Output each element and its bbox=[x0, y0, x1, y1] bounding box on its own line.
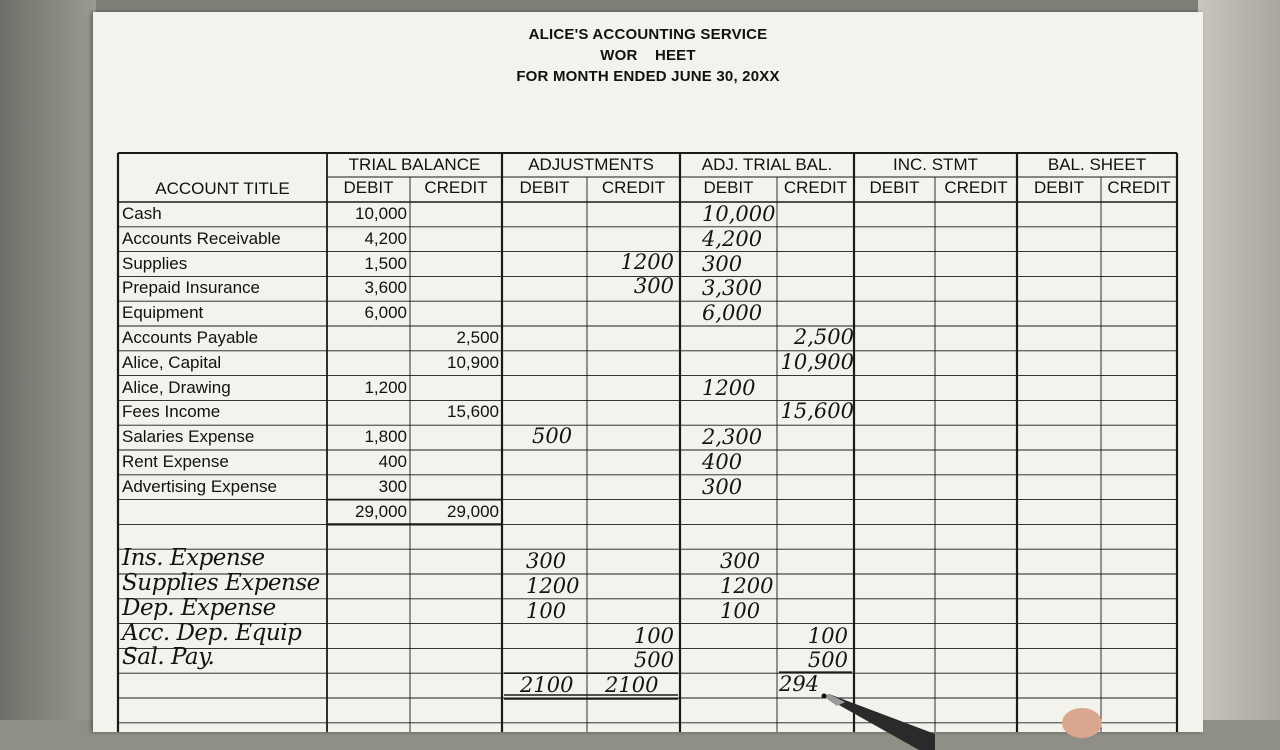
adj-trial-credit-handwritten: 10,900 bbox=[780, 349, 854, 374]
adjustment-credit-total: 2100 bbox=[605, 673, 659, 698]
hand-thumb bbox=[1062, 708, 1102, 738]
adj-trial-debit-handwritten: 1200 bbox=[720, 574, 774, 598]
adj-trial-credit-handwritten: 2,500 bbox=[793, 325, 854, 349]
adj-trial-credit-handwritten: 500 bbox=[807, 648, 848, 673]
account-title-cell: Accounts Receivable bbox=[122, 228, 281, 248]
added-account-handwritten: Dep. Expense bbox=[122, 594, 276, 621]
adj-trial-debit-handwritten: 300 bbox=[702, 251, 743, 276]
adjustment-debit-handwritten: 300 bbox=[526, 549, 567, 574]
trial-debit-cell: 10,000 bbox=[355, 204, 407, 223]
company-name: ALICE'S ACCOUNTING SERVICE bbox=[528, 26, 768, 43]
adj-trial-debit-handwritten: 300 bbox=[702, 474, 743, 499]
worksheet-paper bbox=[93, 12, 1203, 732]
adjustment-debit-total: 2100 bbox=[520, 673, 574, 698]
balance-sheet-header: BAL. SHEET bbox=[1047, 155, 1147, 174]
period-line: FOR MONTH ENDED JUNE 30, 20XX bbox=[516, 68, 780, 85]
adj-trial-debit-handwritten: 2,300 bbox=[702, 425, 763, 450]
debit-column-header: DEBIT bbox=[1033, 178, 1085, 197]
backdrop-right bbox=[1198, 0, 1280, 720]
trial-debit-cell: 4,200 bbox=[364, 228, 407, 248]
adj-trial-debit-handwritten: 100 bbox=[720, 598, 761, 623]
account-title-cell: Prepaid Insurance bbox=[122, 278, 260, 298]
adjustment-credit-handwritten: 100 bbox=[633, 623, 674, 648]
adjustment-debit-handwritten: 1200 bbox=[526, 574, 580, 598]
debit-column-header: DEBIT bbox=[703, 178, 754, 197]
trial-debit-cell: 300 bbox=[378, 476, 407, 496]
credit-column-header: CREDIT bbox=[424, 178, 488, 197]
account-title-cell: Rent Expense bbox=[122, 452, 229, 471]
adjustment-credit-handwritten: 1200 bbox=[620, 249, 674, 274]
worksheet-title: WOR HEET bbox=[600, 47, 696, 64]
trial-debit-total: 29,000 bbox=[355, 501, 407, 521]
adj-trial-credit-handwritten: 100 bbox=[807, 623, 848, 648]
trial-debit-cell: 1,200 bbox=[364, 377, 407, 397]
account-title-cell: Fees Income bbox=[122, 402, 221, 422]
adj-trial-debit-handwritten: 1200 bbox=[702, 375, 756, 400]
adj-trial-credit-handwritten: 15,600 bbox=[780, 399, 854, 424]
adjustment-credit-handwritten: 300 bbox=[633, 274, 674, 299]
adj-trial-debit-handwritten: 300 bbox=[720, 549, 761, 574]
adj-trial-debit-handwritten: 10,000 bbox=[702, 202, 776, 226]
credit-column-header: CREDIT bbox=[601, 178, 666, 197]
account-title-cell: Equipment bbox=[122, 303, 204, 323]
adj-trial-debit-handwritten: 4,200 bbox=[702, 226, 763, 251]
adj-trial-debit-handwritten: 400 bbox=[702, 450, 743, 474]
credit-column-header: CREDIT bbox=[1107, 178, 1171, 197]
adjustments-header: ADJUSTMENTS bbox=[528, 155, 654, 174]
account-title-cell: Alice, Drawing bbox=[122, 377, 231, 397]
debit-column-header: DEBIT bbox=[869, 178, 920, 197]
pen-tip-icon bbox=[815, 690, 935, 750]
trial-debit-cell: 400 bbox=[378, 452, 407, 471]
account-title-cell: Salaries Expense bbox=[122, 427, 255, 447]
adj-trial-debit-handwritten: 3,300 bbox=[702, 276, 763, 301]
trial-debit-cell: 3,600 bbox=[364, 278, 407, 298]
account-title-cell: Advertising Expense bbox=[122, 476, 277, 496]
debit-column-header: DEBIT bbox=[343, 178, 394, 197]
trial-debit-cell: 6,000 bbox=[364, 303, 407, 323]
account-title-header: ACCOUNT TITLE bbox=[155, 179, 290, 198]
account-title-cell: Cash bbox=[122, 204, 162, 223]
adjustment-credit-handwritten: 500 bbox=[633, 648, 674, 673]
credit-column-header: CREDIT bbox=[944, 178, 1008, 197]
account-title-cell: Alice, Capital bbox=[122, 352, 222, 372]
added-account-handwritten: Acc. Dep. Equip bbox=[122, 619, 302, 646]
trial-credit-cell: 10,900 bbox=[447, 352, 499, 372]
account-title-cell: Supplies bbox=[122, 253, 188, 273]
credit-column-header: CREDIT bbox=[783, 178, 848, 197]
adj-trial-partial-total: 294 bbox=[779, 672, 820, 697]
trial-credit-total: 29,000 bbox=[447, 501, 499, 521]
adjustment-debit-handwritten: 100 bbox=[526, 598, 567, 623]
trial-debit-cell: 1,500 bbox=[364, 253, 407, 273]
debit-column-header: DEBIT bbox=[519, 178, 570, 197]
income-statement-header: INC. STMT bbox=[893, 155, 978, 174]
trial-credit-cell: 2,500 bbox=[456, 328, 499, 347]
trial-debit-cell: 1,800 bbox=[364, 427, 407, 447]
added-account-handwritten: Ins. Expense bbox=[122, 545, 265, 572]
adjustment-debit-handwritten: 500 bbox=[532, 424, 573, 449]
adj-trial-balance-header: ADJ. TRIAL BAL. bbox=[701, 155, 833, 174]
trial-balance-header: TRIAL BALANCE bbox=[348, 155, 481, 174]
added-account-handwritten: Sal. Pay. bbox=[122, 644, 215, 671]
adj-trial-debit-handwritten: 6,000 bbox=[702, 301, 763, 326]
trial-credit-cell: 15,600 bbox=[447, 402, 499, 422]
added-account-handwritten: Supplies Expense bbox=[122, 570, 320, 596]
backdrop-left bbox=[0, 0, 96, 720]
account-title-cell: Accounts Payable bbox=[122, 328, 259, 347]
